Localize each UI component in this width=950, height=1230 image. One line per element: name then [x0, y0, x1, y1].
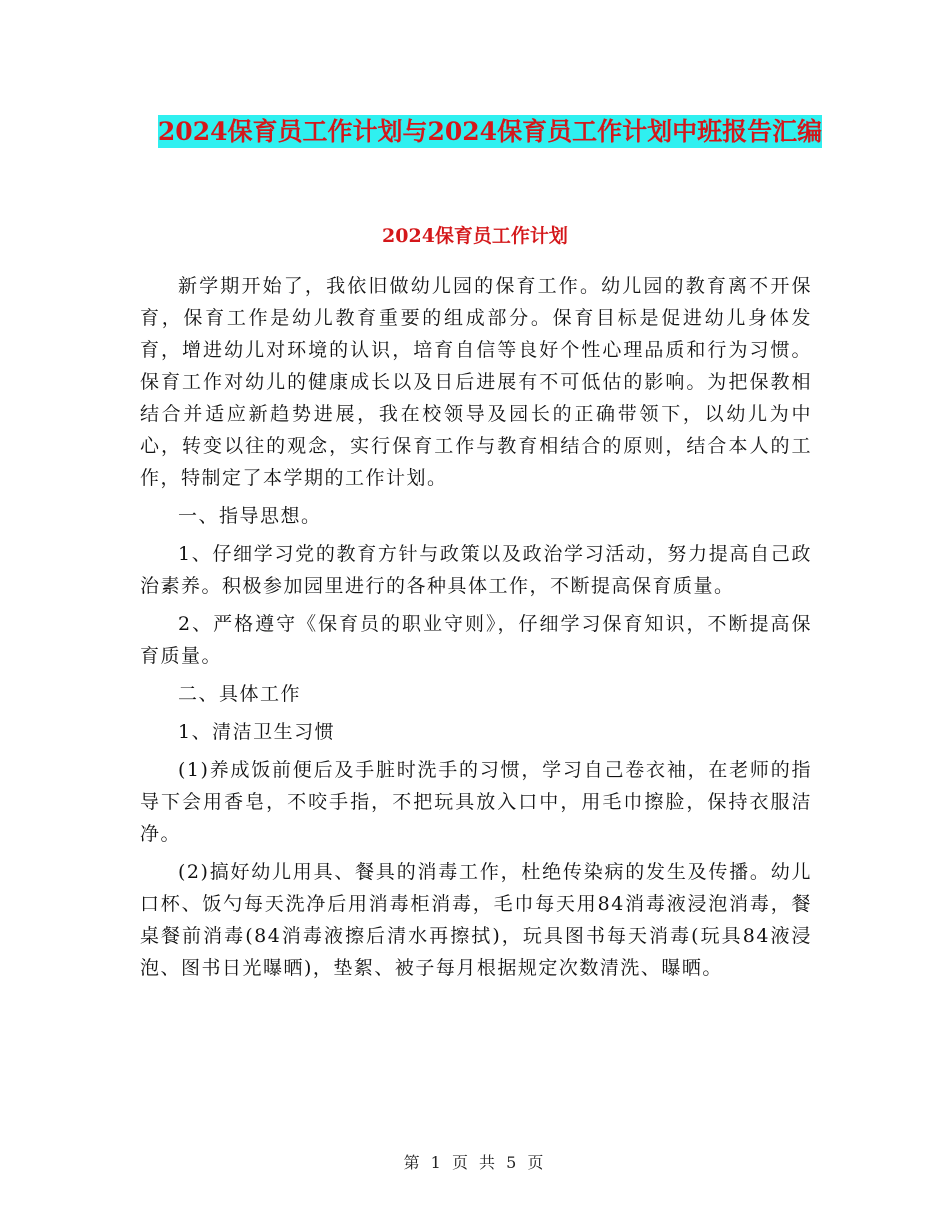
- paragraph: (1)养成饭前便后及手脏时洗手的习惯，学习自己卷衣袖，在老师的指导下会用香皂，不咬手指，不把玩具放入口中，用毛巾擦脸，保持衣服洁净。: [140, 759, 812, 845]
- paragraph: 1、清洁卫生习惯: [178, 721, 336, 743]
- paragraph: 新学期开始了，我依旧做幼儿园的保育工作。幼儿园的教育离不开保育，保育工作是幼儿教育重要的组成部分。保育目标是促进幼儿身体发育，增进幼儿对环境的认识，培育自信等良好个性心理品质和行为习惯。保育工作对幼儿的健康成长以及日后进展有不可低估的影响。为把保教相结合并适应新趋势进展，我在校领导及园长的正确带领下，以幼儿为中心，转变以往的观念，实行保育工作与教育相结合的原则，结合本人的工作，特制定了本学期的工作计划。: [140, 275, 812, 489]
- page-footer: 第 1 页 共 5 页: [403, 1153, 547, 1172]
- paragraph: 2、严格遵守《保育员的职业守则》，仔细学习保育知识，不断提高保育质量。: [140, 613, 812, 667]
- document-body: [140, 270, 812, 990]
- paragraph: 1、仔细学习党的教育方针与政策以及政治学习活动，努力提高自己政治素养。积极参加园里进行的各种具体工作，不断提高保育质量。: [140, 543, 812, 597]
- paragraph: 一、指导思想。: [178, 505, 322, 527]
- document-title-text: 2024保育员工作计划与2024保育员工作计划中班报告汇编: [157, 117, 823, 146]
- section-title: 2024保育员工作计划: [382, 225, 568, 247]
- paragraph: (2)搞好幼儿用具、餐具的消毒工作，杜绝传染病的发生及传播。幼儿口杯、饭勺每天洗净后用消毒柜消毒，毛巾每天用84消毒液浸泡消毒，餐桌餐前消毒(84消毒液擦后清水再擦拭)，玩具图书每天消毒(玩具84液浸泡、图书日光曝晒)，垫絮、被子每月根据规定次数清洗、曝晒。: [140, 861, 812, 979]
- paragraph: 二、具体工作: [178, 683, 302, 705]
- document-title: [140, 110, 840, 154]
